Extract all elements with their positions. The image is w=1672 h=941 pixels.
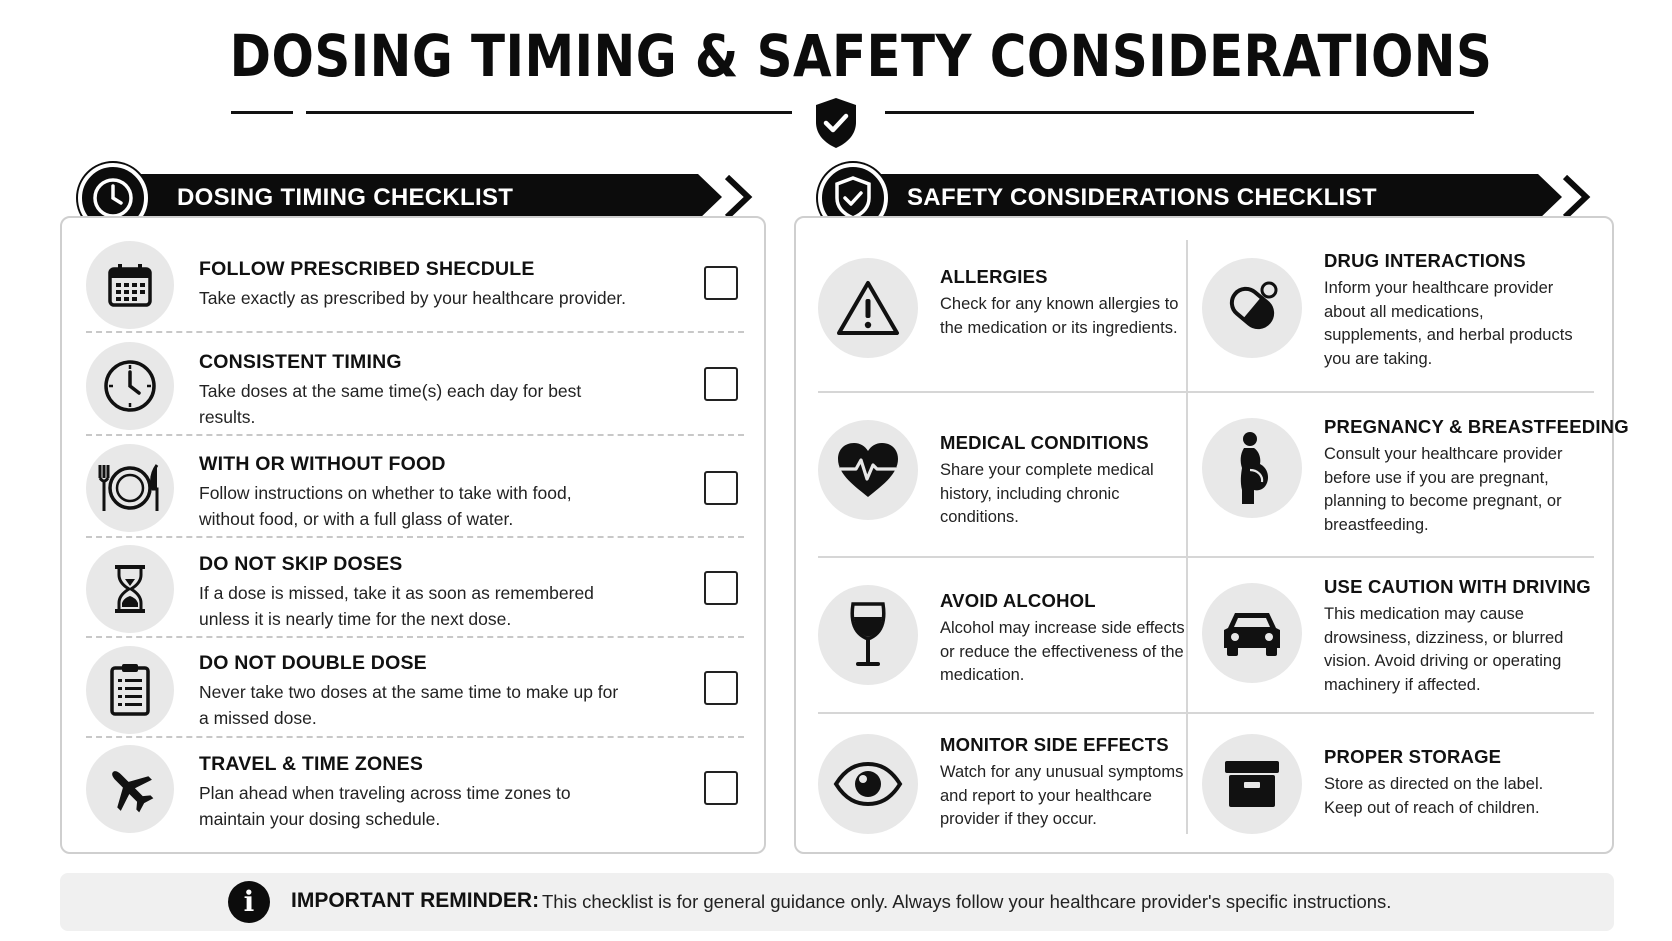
important-reminder-bar — [60, 873, 1614, 931]
grid-divider — [818, 556, 1594, 558]
title-rule-right — [885, 111, 1474, 114]
safety-item-body: Watch for any unusual symptoms and report to your healthcare provider if they occur. — [940, 763, 1184, 828]
wine-glass-icon — [818, 585, 918, 685]
dosing-item-body: Take doses at the same time(s) each day for best results. — [199, 381, 582, 427]
chevron-right-icon — [724, 175, 754, 219]
dosing-item-body: Plan ahead when traveling across time zones to maintain your dosing schedule. — [199, 783, 571, 829]
calendar-icon — [86, 241, 174, 329]
dosing-item-checkbox[interactable] — [704, 671, 738, 705]
dosing-item-checkbox[interactable] — [704, 471, 738, 505]
dosing-item-checkbox[interactable] — [704, 266, 738, 300]
dosing-item-heading: DO NOT DOUBLE DOSE — [199, 652, 427, 674]
shield-check-icon — [813, 96, 859, 150]
dosing-item-heading: WITH OR WITHOUT FOOD — [199, 453, 446, 475]
safety-header-label: SAFETY CONSIDERATIONS CHECKLIST — [907, 184, 1377, 211]
dosing-item-checkbox[interactable] — [704, 771, 738, 805]
safety-item — [1202, 250, 1577, 380]
storage-box-icon — [1202, 734, 1302, 834]
dosing-item-body: If a dose is missed, take it as soon as remembered unless it is nearly time for the next dose. — [199, 583, 594, 629]
dosing-item-body: Follow instructions on whether to take with food, without food, or with a full glass of water. — [199, 483, 572, 529]
safety-item-heading: PREGNANCY & BREASTFEEDING — [1324, 416, 1629, 437]
safety-item-heading: MONITOR SIDE EFFECTS — [940, 734, 1169, 755]
title-rule-left — [306, 111, 792, 114]
airplane-icon — [86, 745, 174, 833]
row-divider — [86, 434, 744, 436]
hourglass-icon — [86, 545, 174, 633]
safety-item-body: Inform your healthcare provider about all medications, supplements, and herbal products you are taking. — [1324, 279, 1573, 368]
dosing-item-heading: CONSISTENT TIMING — [199, 351, 402, 373]
safety-item-body: Check for any known allergies to the medication or its ingredients. — [940, 295, 1179, 337]
pills-icon — [1202, 258, 1302, 358]
dosing-item-heading: FOLLOW PRESCRIBED SHECDULE — [199, 258, 535, 280]
car-icon — [1202, 583, 1302, 683]
pregnant-icon — [1202, 418, 1302, 518]
safety-item-body: Share your complete medical history, including chronic conditions. — [940, 461, 1154, 526]
safety-item-heading: AVOID ALCOHOL — [940, 590, 1096, 611]
checklist-icon — [86, 646, 174, 734]
dosing-item — [86, 340, 744, 436]
safety-item-heading: DRUG INTERACTIONS — [1324, 250, 1526, 271]
clock-icon — [86, 342, 174, 430]
info-icon: i — [228, 881, 270, 923]
title-rule-left-short — [231, 111, 293, 114]
dosing-item-body: Take exactly as prescribed by your healthcare provider. — [199, 288, 627, 308]
warning-icon — [818, 258, 918, 358]
eye-icon — [818, 734, 918, 834]
plate-utensils-icon — [86, 444, 174, 532]
safety-item — [1202, 576, 1591, 706]
safety-item — [818, 732, 1193, 844]
grid-divider — [818, 391, 1594, 393]
safety-item — [1202, 732, 1577, 844]
reminder-text: This checklist is for general guidance only. Always follow your healthcare provider's specific instructions. — [542, 891, 1392, 912]
row-divider — [86, 636, 744, 638]
safety-item-heading: MEDICAL CONDITIONS — [940, 432, 1149, 453]
grid-divider — [818, 712, 1594, 714]
dosing-item — [86, 443, 744, 537]
safety-item — [1202, 416, 1629, 546]
safety-item — [818, 420, 1193, 530]
safety-item-body: Consult your healthcare provider before use if you are pregnant, planning to become pregnant, or breastfeeding. — [1324, 445, 1563, 534]
dosing-item-body: Never take two doses at the same time to make up for a missed dose. — [199, 682, 619, 728]
heart-pulse-icon — [818, 420, 918, 520]
safety-item-body: Store as directed on the label. Keep out of reach of children. — [1324, 775, 1544, 817]
dosing-header-label: DOSING TIMING CHECKLIST — [177, 184, 514, 211]
dosing-item-heading: TRAVEL & TIME ZONES — [199, 753, 424, 775]
safety-item-heading: ALLERGIES — [940, 266, 1048, 287]
dosing-item-checkbox[interactable] — [704, 367, 738, 401]
safety-item — [818, 258, 1193, 368]
safety-item-heading: PROPER STORAGE — [1324, 746, 1502, 767]
dosing-item — [86, 240, 744, 330]
page-title: DOSING TIMING & SAFETY CONSIDERATIONS — [229, 22, 1493, 90]
chevron-right-icon — [1562, 175, 1592, 219]
dosing-item — [86, 543, 744, 637]
dosing-item-checkbox[interactable] — [704, 571, 738, 605]
safety-item-body: This medication may cause drowsiness, dizziness, or blurred vision. Avoid driving or operating machinery if affected. — [1324, 605, 1564, 694]
row-divider — [86, 536, 744, 538]
row-divider — [86, 736, 744, 738]
safety-item — [818, 584, 1193, 696]
dosing-item-heading: DO NOT SKIP DOSES — [199, 553, 403, 575]
dosing-item — [86, 643, 744, 737]
dosing-item — [86, 743, 744, 837]
safety-item-body: Alcohol may increase side effects or reduce the effectiveness of the medication. — [940, 619, 1185, 684]
row-divider — [86, 331, 744, 333]
safety-item-heading: USE CAUTION WITH DRIVING — [1324, 576, 1591, 597]
reminder-label: IMPORTANT REMINDER: — [291, 889, 540, 912]
